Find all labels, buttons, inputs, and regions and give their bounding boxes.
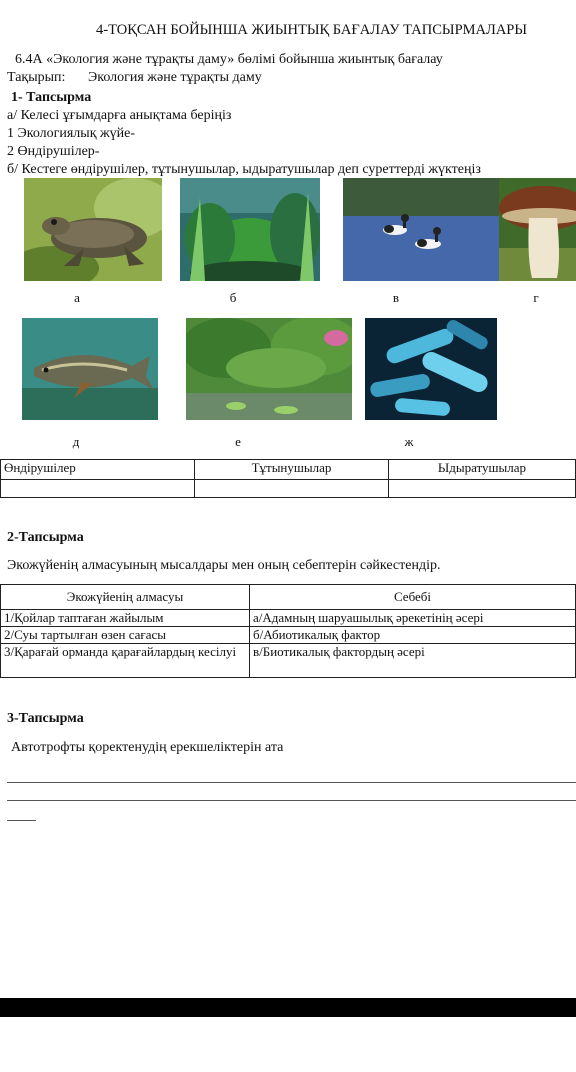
underwater-plants-image <box>180 178 320 281</box>
answer-line-2[interactable] <box>7 800 576 801</box>
image-label-e: е <box>235 434 241 449</box>
row1-reason: а/Адамның шаруашылық әрекетінің әсері <box>250 610 576 627</box>
consumers-cell[interactable] <box>195 480 389 498</box>
header-ecosystem-change: Экожүйенің алмасуы <box>1 585 250 610</box>
task1-item-1: 1 Экологиялық жүйе- <box>7 126 136 141</box>
task3-question: Автотрофты қоректенудің ерекшеліктерін ата <box>11 740 284 755</box>
row2-reason: б/Абиотикалық фактор <box>250 627 576 644</box>
task1-item-2: 2 Өндірушілер- <box>7 144 100 159</box>
page-title: 4-ТОҚСАН БОЙЫНША ЖИЫНТЫҚ БАҒАЛАУ ТАПСЫРМАЛАРЫ <box>96 22 528 38</box>
image-label-b: б <box>229 290 237 305</box>
image-label-g: г <box>533 290 539 305</box>
image-label-zh: ж <box>404 434 414 449</box>
topic-value: Экология және тұрақты даму <box>88 70 262 85</box>
image-label-a: а <box>74 290 80 305</box>
row2-example: 2/Суы тартылған өзен сағасы <box>1 627 250 644</box>
producers-cell[interactable] <box>1 480 195 498</box>
row3-reason: в/Биотикалық фактордың әсері <box>250 644 576 678</box>
header-decomposers: Ыдыратушылар <box>389 460 576 480</box>
topic-label: Тақырып: <box>7 70 66 85</box>
task1-part-b: б/ Кестеге өндірушілер, тұтынушылар, ыдыратушылар деп суреттерді жүктеңіз <box>7 162 481 177</box>
task2-instruction: Экожүйенің алмасуының мысалдары мен оның себептерін сәйкестендір. <box>7 558 441 573</box>
frog-image <box>24 178 162 281</box>
task3-title: 3-Тапсырма <box>7 711 84 726</box>
matching-table <box>0 584 576 678</box>
decomposers-cell[interactable] <box>389 480 576 498</box>
bacteria-image <box>365 318 497 420</box>
image-label-d: д <box>72 434 80 449</box>
pond-garden-image <box>186 318 352 420</box>
header-producers: Өндірушілер <box>1 460 195 480</box>
answer-line-1[interactable] <box>7 782 576 783</box>
task1-title: 1- Тапсырма <box>11 90 92 105</box>
header-consumers: Тұтынушылар <box>195 460 389 480</box>
pike-fish-image <box>22 318 158 420</box>
classification-table <box>0 459 576 498</box>
mushroom-image <box>499 178 576 281</box>
header-reason: Себебі <box>250 585 576 610</box>
black-bar <box>0 998 576 1017</box>
ducks-on-water-image <box>343 178 499 281</box>
image-label-v: в <box>392 290 400 305</box>
task2-title: 2-Тапсырма <box>7 530 84 545</box>
row1-example: 1/Қойлар таптаған жайылым <box>1 610 250 627</box>
section-subtitle: 6.4А «Экология және тұрақты даму» бөлімі бойынша жиынтық бағалау <box>15 52 443 67</box>
answer-line-3[interactable] <box>7 820 36 821</box>
row3-example: 3/Қарағай орманда қарағайлардың кесілуі <box>1 644 250 678</box>
task1-part-a: а/ Келесі ұғымдарға анықтама беріңіз <box>7 108 232 123</box>
